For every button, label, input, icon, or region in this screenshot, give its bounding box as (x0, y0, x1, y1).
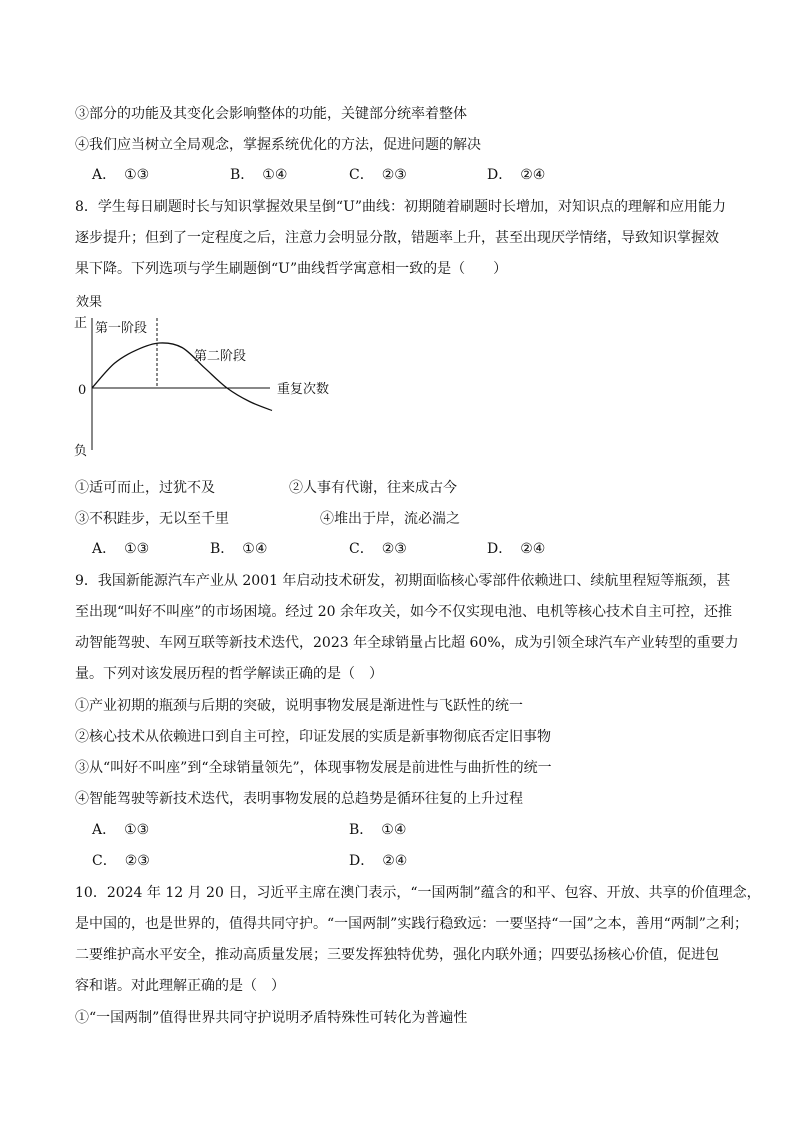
option-text: ②④ (520, 167, 546, 183)
inverted-u-curve-chart (70, 290, 350, 460)
stage-two-label: 第二阶段 (194, 349, 247, 364)
option-text: ②③ (381, 541, 407, 557)
option-text: ①③ (124, 822, 150, 838)
q8-item-2: ②人事有代谢，往来成古今 (289, 480, 457, 496)
option-label: B． (230, 167, 255, 183)
q8-item-3: ③不积跬步，无以至千里 (75, 511, 229, 527)
q8-option-d (487, 539, 545, 559)
y-axis-positive-label: 正 (74, 316, 88, 331)
option-label: B． (210, 541, 235, 557)
q8-option-a (92, 539, 149, 559)
option-label: C． (92, 853, 117, 869)
q8-item-1: ①适可而止，过犹不及 (75, 480, 215, 496)
option-text: ①④ (242, 541, 268, 557)
q9-stem-line-3: 动智能驾驶、车网互联等新技术迭代，2023 年全球销量占比超 60%，成为引领全球汽车产业转型的重要力 (75, 635, 739, 651)
option-text: ②④ (382, 853, 408, 869)
q7-option-d (487, 165, 545, 185)
origin-label: 0 (78, 383, 87, 398)
q7-item-3: ③部分的功能及其变化会影响整体的功能，关键部分统率着整体 (75, 106, 467, 122)
option-label: A． (92, 541, 117, 557)
q7-option-c (349, 165, 407, 185)
stage-one-label: 第一阶段 (95, 321, 148, 336)
q9-stem-line-2: 至出现“叫好不叫座”的市场困境。经过 20 余年攻关，如今不仅实现电池、电机等核心技术自主可控，还推 (75, 604, 733, 620)
q9-item-1: ①产业初期的瓶颈与后期的突破，说明事物发展是渐进性与飞跃性的统一 (75, 698, 523, 714)
q10-stem-line-2: 是中国的，也是世界的，值得共同守护。“一国两制”实践行稳致远：一要坚持“一国”之本，善用“两制”之利； (75, 916, 748, 932)
q9-option-a (92, 820, 149, 840)
option-label: B． (349, 822, 374, 838)
option-label: D． (487, 541, 513, 557)
option-text: ②④ (520, 541, 546, 557)
y-axis-title: 效果 (76, 295, 103, 310)
q9-option-d (349, 851, 407, 871)
q9-item-2: ②核心技术从依赖进口到自主可控，印证发展的实质是新事物彻底否定旧事物 (75, 729, 551, 745)
option-label: A． (92, 167, 117, 183)
q10-stem-line-4: 容和谐。对此理解正确的是（ ） (75, 978, 285, 994)
option-text: ①④ (381, 822, 407, 838)
option-label: A． (92, 822, 117, 838)
option-text: ②③ (381, 167, 407, 183)
option-label: D． (349, 853, 375, 869)
option-text: ①④ (262, 167, 288, 183)
q9-stem-line-4: 量。下列对该发展历程的哲学解读正确的是（ ） (75, 666, 383, 682)
option-text: ①③ (124, 541, 150, 557)
option-label: C． (349, 167, 374, 183)
option-text: ①③ (124, 167, 150, 183)
y-axis-negative-label: 负 (74, 444, 88, 459)
q9-option-c (92, 851, 150, 871)
q9-stem-line-1: 9．我国新能源汽车产业从 2001 年启动技术研发，初期面临核心零部件依赖进口、续航里程短等瓶颈，甚 (75, 573, 731, 589)
option-label: D． (487, 167, 513, 183)
q9-option-b (349, 820, 406, 840)
option-label: C． (349, 541, 374, 557)
option-text: ②③ (124, 853, 150, 869)
x-axis-title: 重复次数 (277, 382, 330, 397)
q9-item-3: ③从“叫好不叫座”到“全球销量领先”，体现事物发展是前进性与曲折性的统一 (75, 760, 552, 776)
q8-option-c (349, 539, 407, 559)
q10-stem-line-1: 10．2024 年 12 月 20 日，习近平主席在澳门表示，“一国两制”蕴含的和平、包容、开放、共享的价值理念， (75, 885, 761, 901)
q8-stem-line-1: 8．学生每日刷题时长与知识掌握效果呈倒“U”曲线：初期随着刷题时长增加，对知识点的理解和应用能力 (75, 199, 727, 215)
q10-stem-line-3: 二要维护高水平安全，推动高质量发展；三要发挥独特优势，强化内联外通；四要弘扬核心价值，促进包 (75, 947, 719, 963)
q8-stem-line-3: 果下降。下列选项与学生刷题倒“U”曲线哲学寓意相一致的是（ ） (75, 261, 508, 277)
q8-item-4: ④堆出于岸，流必湍之 (320, 511, 460, 527)
q8-option-b (210, 539, 267, 559)
q7-option-b (230, 165, 287, 185)
q7-option-a (92, 165, 149, 185)
q9-item-4: ④智能驾驶等新技术迭代，表明事物发展的总趋势是循环往复的上升过程 (75, 791, 523, 807)
q8-stem-line-2: 逐步提升；但到了一定程度之后，注意力会明显分散，错题率上升，甚至出现厌学情绪，导致知识掌握效 (75, 230, 719, 246)
q7-item-4: ④我们应当树立全局观念，掌握系统优化的方法，促进问题的解决 (75, 137, 481, 153)
q10-item-1: ①“一国两制”值得世界共同守护说明矛盾特殊性可转化为普遍性 (75, 1010, 468, 1026)
